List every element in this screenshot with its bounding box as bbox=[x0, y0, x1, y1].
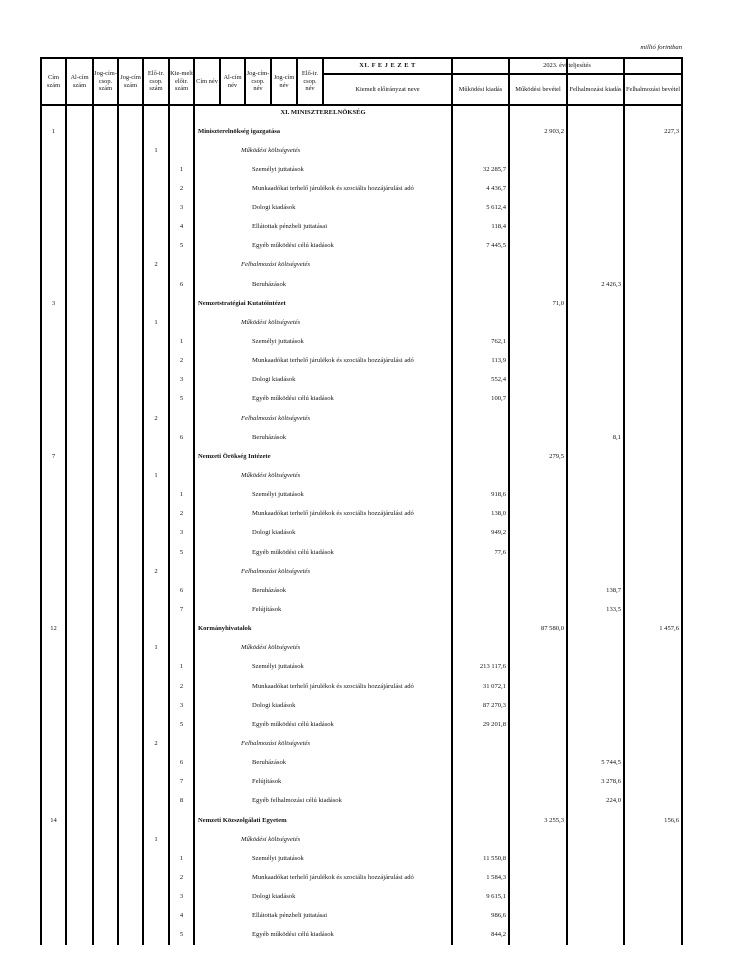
eloir-name: Működési költségvetés bbox=[241, 146, 301, 154]
cim-name: Nemzeti Közszolgálati Egyetem bbox=[198, 816, 287, 824]
operating-expense-value: 986,6 bbox=[491, 912, 506, 920]
table-row bbox=[0, 428, 732, 447]
capital-expense-value: 8,1 bbox=[612, 433, 621, 441]
kiemelt-number: 1 bbox=[179, 338, 184, 346]
name-column-header: Kiemelt előirányzat neve bbox=[355, 86, 420, 94]
table-row bbox=[0, 217, 732, 236]
operating-revenue-value: 87 580,0 bbox=[540, 625, 564, 633]
cim-name: Nemzeti Örökség Intézete bbox=[198, 452, 271, 460]
table-row bbox=[0, 849, 732, 868]
section-title: XI. MINISZTERELNÖKSÉG bbox=[280, 109, 366, 116]
capital-expense-value: 3 278,6 bbox=[601, 778, 621, 786]
operating-expense-value: 844,2 bbox=[491, 931, 506, 939]
kiemelt-name: Beruházások bbox=[252, 586, 287, 594]
operating-expense-value: 9 615,1 bbox=[486, 893, 506, 901]
table-row bbox=[0, 811, 732, 830]
operating-expense-value: 100,7 bbox=[491, 395, 506, 403]
kiemelt-number: 2 bbox=[179, 184, 184, 192]
table-row bbox=[0, 887, 732, 906]
eloir-number: 2 bbox=[154, 261, 158, 269]
cim-number: 7 bbox=[51, 452, 56, 460]
cim-name: Miniszterelnökség igazgatása bbox=[198, 127, 281, 135]
kiemelt-number: 3 bbox=[179, 701, 184, 709]
kiemelt-name: Ellátottak pénzbeli juttatásai bbox=[252, 223, 328, 231]
cim-number: 14 bbox=[50, 816, 57, 824]
kiemelt-name: Beruházások bbox=[252, 433, 287, 441]
kiemelt-number: 6 bbox=[179, 759, 184, 767]
table-row bbox=[0, 141, 732, 160]
operating-expense-value: 1 584,3 bbox=[486, 873, 506, 881]
kiemelt-number: 6 bbox=[179, 433, 184, 441]
kiemelt-name: Dologi kiadások bbox=[252, 204, 296, 212]
table-row bbox=[0, 543, 732, 562]
table-row bbox=[0, 868, 732, 887]
value-column-header: Felhalmozási bevétel bbox=[625, 85, 681, 93]
table-row bbox=[0, 370, 732, 389]
capital-revenue-value: 1 457,6 bbox=[659, 625, 679, 633]
operating-expense-value: 29 201,8 bbox=[482, 720, 506, 728]
operating-expense-value: 77,6 bbox=[494, 548, 506, 556]
table-row bbox=[0, 389, 732, 408]
table-row bbox=[0, 830, 732, 849]
cim-number: 12 bbox=[50, 625, 57, 633]
kiemelt-number: 5 bbox=[179, 395, 184, 403]
table-row bbox=[0, 657, 732, 676]
operating-expense-value: 31 072,1 bbox=[482, 682, 506, 690]
cim-name: Nemzetstratégiai Kutatóintézet bbox=[198, 299, 286, 307]
code-column-header: Al-cím szám bbox=[70, 74, 89, 89]
kiemelt-name: Egyéb működési célú kiadások bbox=[252, 242, 334, 250]
kiemelt-name: Felújítások bbox=[252, 778, 282, 786]
kiemelt-name: Beruházások bbox=[252, 759, 287, 767]
operating-expense-value: 138,0 bbox=[491, 510, 506, 518]
table-row bbox=[0, 485, 732, 504]
table-row bbox=[0, 447, 732, 466]
kiemelt-number: 5 bbox=[179, 548, 184, 556]
kiemelt-name: Munkaadókat terhelő járulékok és szociális hozzájárulási adó bbox=[252, 357, 414, 365]
eloir-name: Felhalmozási költségvetés bbox=[241, 414, 311, 422]
kiemelt-name: Munkaadókat terhelő járulékok és szociális hozzájárulási adó bbox=[252, 682, 414, 690]
kiemelt-name: Személyi juttatások bbox=[252, 491, 304, 499]
value-column-header: Működési bevétel bbox=[515, 85, 561, 93]
operating-expense-value: 113,9 bbox=[491, 357, 506, 365]
operating-expense-value: 118,4 bbox=[491, 223, 506, 231]
kiemelt-name: Dologi kiadások bbox=[252, 701, 296, 709]
table-row bbox=[0, 772, 732, 791]
kiemelt-name: Beruházások bbox=[252, 280, 287, 288]
kiemelt-name: Egyéb felhalmozási célú kiadások bbox=[252, 797, 342, 805]
table-row bbox=[0, 638, 732, 657]
operating-expense-value: 11 550,8 bbox=[483, 854, 506, 862]
period-heading: 2023. évi teljesítés bbox=[543, 61, 591, 69]
kiemelt-number: 7 bbox=[179, 778, 184, 786]
table-row bbox=[0, 925, 732, 944]
eloir-name: Felhalmozási költségvetés bbox=[241, 261, 311, 269]
kiemelt-number: 1 bbox=[179, 663, 184, 671]
code-column-header: Elő-ir. csop. szám bbox=[147, 70, 165, 93]
code-column-header: Elő-ir. csop. név bbox=[301, 70, 319, 93]
kiemelt-number: 5 bbox=[179, 931, 184, 939]
table-row bbox=[0, 351, 732, 370]
capital-revenue-value: 227,3 bbox=[664, 127, 679, 135]
operating-expense-value: 4 436,7 bbox=[486, 184, 506, 192]
operating-revenue-value: 71,0 bbox=[552, 299, 564, 307]
capital-expense-value: 5 744,5 bbox=[601, 759, 621, 767]
kiemelt-number: 5 bbox=[179, 242, 184, 250]
kiemelt-name: Egyéb működési célú kiadások bbox=[252, 931, 334, 939]
eloir-name: Felhalmozási költségvetés bbox=[241, 739, 311, 747]
kiemelt-name: Személyi juttatások bbox=[252, 165, 304, 173]
unit-note: millió forintban bbox=[640, 44, 682, 51]
value-column-header: Felhalmozási kiadás bbox=[569, 85, 622, 93]
code-column-header: Cím szám bbox=[46, 74, 61, 89]
operating-expense-value: 213 117,6 bbox=[479, 663, 506, 671]
operating-revenue-value: 2 903,2 bbox=[544, 127, 564, 135]
kiemelt-name: Ellátottak pénzbeli juttatásai bbox=[252, 912, 328, 920]
kiemelt-number: 5 bbox=[179, 720, 184, 728]
kiemelt-name: Dologi kiadások bbox=[252, 893, 296, 901]
code-column-header: Jog-cím-csop. név bbox=[246, 70, 270, 93]
code-column-header: Jog-cím-csop. szám bbox=[94, 70, 117, 93]
kiemelt-name: Felújítások bbox=[252, 606, 282, 613]
table-row bbox=[0, 294, 732, 313]
operating-expense-value: 949,2 bbox=[491, 529, 506, 537]
operating-expense-value: 5 612,4 bbox=[486, 204, 506, 212]
kiemelt-number: 1 bbox=[179, 165, 184, 173]
eloir-number: 1 bbox=[154, 644, 158, 652]
capital-expense-value: 2 426,3 bbox=[601, 280, 621, 288]
kiemelt-number: 3 bbox=[179, 376, 184, 384]
table-row bbox=[0, 466, 732, 485]
operating-expense-value: 32 285,7 bbox=[482, 165, 506, 173]
table-row bbox=[0, 753, 732, 772]
operating-expense-value: 762,1 bbox=[491, 338, 506, 346]
value-column-header: Működési kiadás bbox=[458, 85, 503, 93]
kiemelt-number: 2 bbox=[179, 873, 184, 881]
cim-number: 3 bbox=[51, 299, 56, 307]
kiemelt-number: 4 bbox=[179, 912, 184, 920]
table-row bbox=[0, 523, 732, 542]
kiemelt-number: 8 bbox=[179, 797, 184, 805]
cim-name: Kormányhivatalok bbox=[198, 625, 252, 633]
table-row bbox=[0, 313, 732, 332]
kiemelt-name: Személyi juttatások bbox=[252, 854, 304, 862]
eloir-number: 2 bbox=[154, 739, 158, 747]
eloir-number: 1 bbox=[154, 146, 158, 154]
table-row bbox=[0, 619, 732, 638]
table-row bbox=[0, 600, 732, 619]
capital-expense-value: 224,0 bbox=[606, 797, 621, 805]
eloir-name: Felhalmozási költségvetés bbox=[241, 567, 311, 575]
kiemelt-number: 1 bbox=[179, 491, 184, 499]
code-column-header: Cím név bbox=[196, 77, 218, 85]
eloir-number: 2 bbox=[154, 414, 158, 422]
code-column-header: Jog-cím név bbox=[273, 74, 295, 89]
operating-revenue-value: 3 255,3 bbox=[544, 816, 564, 824]
eloir-number: 2 bbox=[154, 567, 158, 575]
operating-expense-value: 918,6 bbox=[491, 491, 506, 499]
eloir-name: Működési költségvetés bbox=[241, 644, 301, 652]
kiemelt-number: 6 bbox=[179, 586, 184, 594]
eloir-name: Működési költségvetés bbox=[241, 318, 301, 326]
code-column-header: Jog-cím szám bbox=[120, 74, 141, 89]
kiemelt-name: Személyi juttatások bbox=[252, 663, 304, 671]
table-row bbox=[0, 198, 732, 217]
kiemelt-name: Munkaadókat terhelő járulékok és szociális hozzájárulási adó bbox=[252, 184, 414, 192]
table-row bbox=[0, 236, 732, 255]
table-row bbox=[0, 160, 732, 179]
kiemelt-number: 7 bbox=[179, 606, 184, 613]
kiemelt-name: Dologi kiadások bbox=[252, 376, 296, 384]
operating-expense-value: 87 270,3 bbox=[482, 701, 506, 709]
kiemelt-number: 4 bbox=[179, 223, 184, 231]
table-row bbox=[0, 906, 732, 925]
kiemelt-name: Egyéb működési célú kiadások bbox=[252, 395, 334, 403]
table-row bbox=[0, 562, 732, 581]
kiemelt-number: 2 bbox=[179, 357, 184, 365]
operating-revenue-value: 279,5 bbox=[549, 452, 564, 460]
table-row bbox=[0, 734, 732, 753]
kiemelt-name: Dologi kiadások bbox=[252, 529, 296, 537]
kiemelt-number: 2 bbox=[179, 510, 184, 518]
table-row bbox=[0, 504, 732, 523]
table-row bbox=[0, 677, 732, 696]
table-row bbox=[0, 275, 732, 294]
table-row bbox=[0, 715, 732, 734]
code-column-header: Al-cím név bbox=[223, 74, 242, 89]
kiemelt-number: 3 bbox=[179, 204, 184, 212]
table-row bbox=[0, 791, 732, 810]
kiemelt-number: 1 bbox=[179, 854, 184, 862]
kiemelt-number: 3 bbox=[179, 893, 184, 901]
eloir-number: 1 bbox=[154, 472, 158, 480]
eloir-number: 1 bbox=[154, 318, 158, 326]
kiemelt-number: 6 bbox=[179, 280, 184, 288]
table-row bbox=[0, 696, 732, 715]
table-row bbox=[0, 122, 732, 141]
code-column-header: Kie-melt előir. szám bbox=[170, 70, 193, 93]
table-row bbox=[0, 255, 732, 274]
kiemelt-name: Munkaadókat terhelő járulékok és szociális hozzájárulási adó bbox=[252, 873, 414, 881]
kiemelt-number: 2 bbox=[179, 682, 184, 690]
capital-revenue-value: 156,6 bbox=[664, 816, 679, 824]
kiemelt-number: 3 bbox=[179, 529, 184, 537]
kiemelt-name: Munkaadókat terhelő járulékok és szociális hozzájárulási adó bbox=[252, 510, 414, 518]
eloir-name: Működési költségvetés bbox=[241, 472, 301, 480]
table-row bbox=[0, 581, 732, 600]
kiemelt-name: Egyéb működési célú kiadások bbox=[252, 548, 334, 556]
operating-expense-value: 552,4 bbox=[491, 376, 506, 384]
capital-expense-value: 133,5 bbox=[606, 606, 621, 613]
kiemelt-name: Egyéb működési célú kiadások bbox=[252, 720, 334, 728]
eloir-number: 1 bbox=[154, 835, 158, 843]
table-row bbox=[0, 332, 732, 351]
table-row bbox=[0, 409, 732, 428]
capital-expense-value: 138,7 bbox=[606, 586, 621, 594]
table-row bbox=[0, 179, 732, 198]
cim-number: 1 bbox=[51, 127, 56, 135]
chapter-heading: XI. F E J E Z E T bbox=[359, 61, 416, 69]
operating-expense-value: 7 445,5 bbox=[486, 242, 506, 250]
kiemelt-name: Személyi juttatások bbox=[252, 338, 304, 346]
eloir-name: Működési költségvetés bbox=[241, 835, 301, 843]
